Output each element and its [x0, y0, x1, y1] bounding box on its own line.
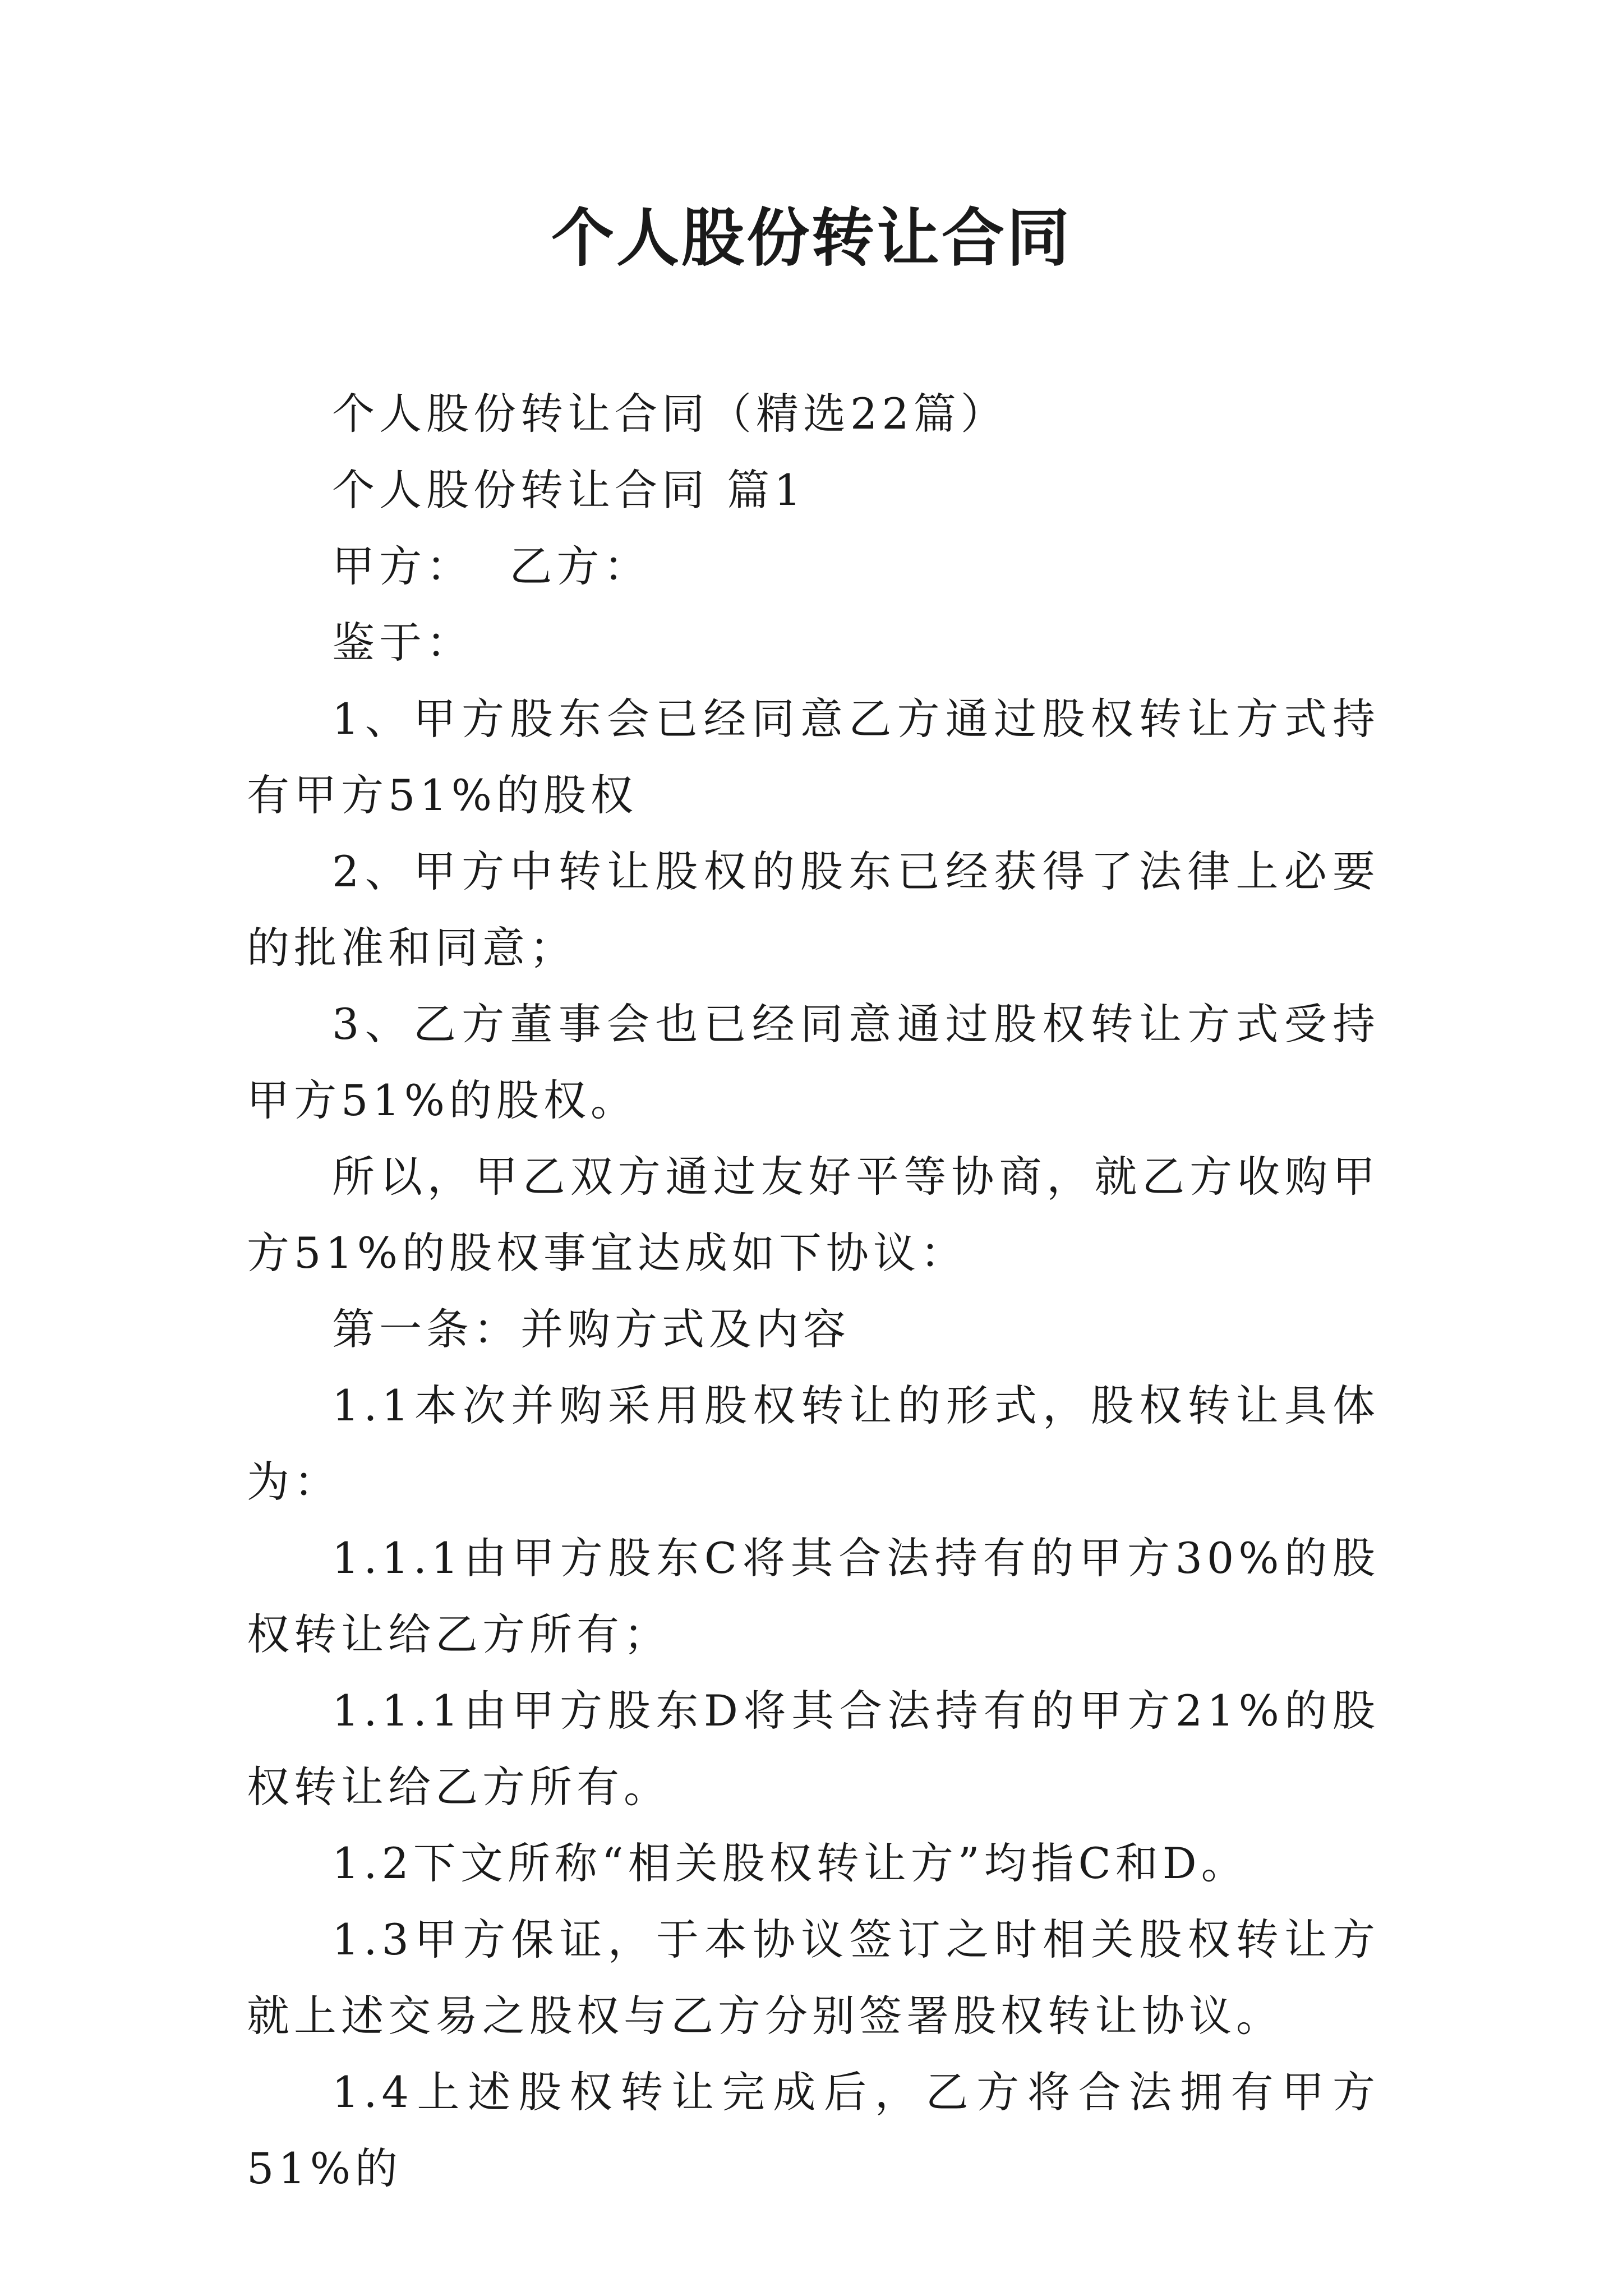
paragraph-article-1-heading: 第一条：并购方式及内容: [332, 1304, 850, 1354]
paragraph-clause-1-1: 1.1本次并购采用股权转让的形式，股权转让具体为：: [247, 1381, 1380, 1507]
paragraph-subtitle: 个人股份转让合同（精选22篇）: [332, 389, 1008, 439]
paragraph-clause-1-1-1-c: 1.1.1由甲方股东C将其合法持有的甲方30%的股权转让给乙方所有；: [247, 1533, 1380, 1659]
paragraph-recital-3: 3、乙方董事会也已经同意通过股权转让方式受持甲方51%的股权。: [247, 999, 1380, 1125]
paragraph-recital-2: 2、甲方中转让股权的股东已经获得了法律上必要的批准和同意；: [247, 846, 1380, 973]
document-body: [247, 376, 1380, 2207]
paragraph-whereas: 鉴于：: [332, 618, 473, 668]
paragraph-clause-1-3: 1.3甲方保证，于本协议签订之时相关股权转让方就上述交易之股权与乙方分别签署股权转让协议。: [247, 1915, 1380, 2041]
document-title: 个人股份转让合同: [551, 201, 1072, 275]
paragraph-clause-1-2: 1.2下文所称“相关股权转让方”均指C和D。: [332, 1838, 1248, 1888]
paragraph-agreement-intro: 所以，甲乙双方通过友好平等协商，就乙方收购甲方51%的股权事宜达成如下协议：: [247, 1152, 1380, 1278]
paragraph-parties: 甲方： 乙方：: [332, 541, 651, 591]
paragraph-clause-1-1-1-d: 1.1.1由甲方股东D将其合法持有的甲方21%的股权转让给乙方所有。: [247, 1686, 1380, 1812]
paragraph-recital-1: 1、甲方股东会已经同意乙方通过股权转让方式持有甲方51%的股权: [247, 694, 1380, 820]
paragraph-section-heading: 个人股份转让合同 篇1: [332, 465, 806, 515]
paragraph-clause-1-4: 1.4上述股权转让完成后，乙方将合法拥有甲方51%的: [247, 2067, 1380, 2193]
